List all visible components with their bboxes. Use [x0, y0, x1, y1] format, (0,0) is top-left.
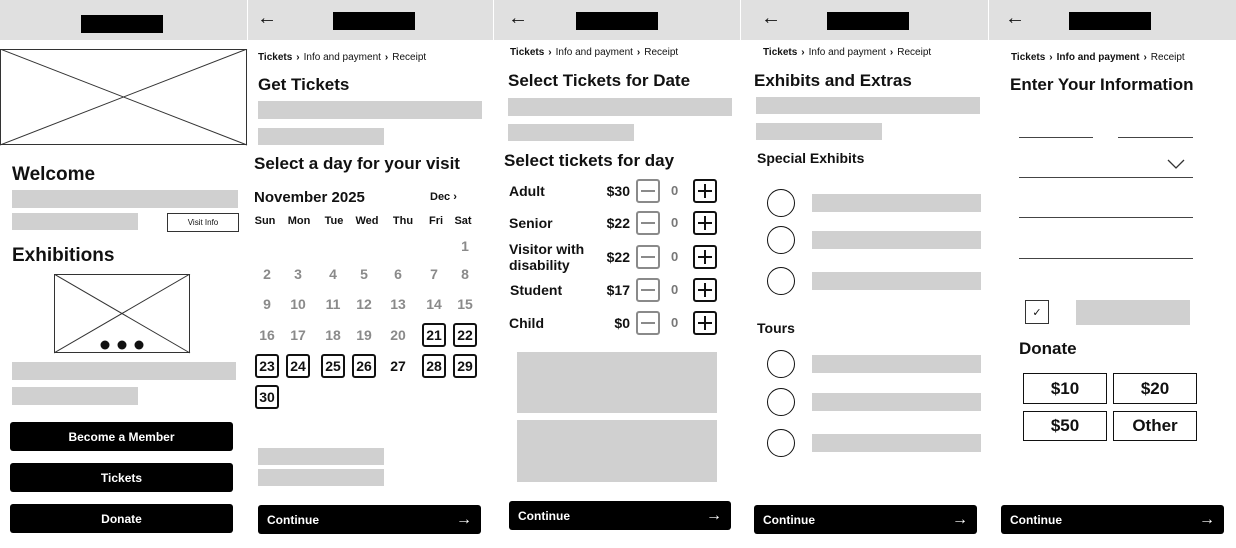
- text-placeholder: [756, 97, 980, 114]
- plus-icon[interactable]: [693, 311, 717, 335]
- radio-option[interactable]: [767, 350, 795, 378]
- donate-button[interactable]: Donate: [10, 504, 233, 533]
- text-placeholder: [258, 128, 384, 145]
- image-placeholder: [517, 352, 717, 413]
- ticket-quantity: 0: [671, 183, 679, 198]
- calendar-day: 17: [290, 327, 306, 343]
- breadcrumb-info[interactable]: Info and payment: [303, 52, 381, 63]
- calendar-day: 13: [390, 296, 406, 312]
- breadcrumb-receipt[interactable]: Receipt: [897, 47, 932, 58]
- calendar-day[interactable]: 23: [255, 354, 279, 378]
- next-month-link[interactable]: [430, 191, 457, 203]
- radio-option[interactable]: [767, 429, 795, 457]
- chevron-right-icon: ›: [1143, 52, 1147, 63]
- calendar-day[interactable]: 22: [453, 323, 477, 347]
- first-name-field[interactable]: [1019, 137, 1093, 138]
- arrow-right-icon: →: [456, 510, 472, 528]
- plus-icon[interactable]: [693, 245, 717, 269]
- calendar-day: 1: [461, 238, 469, 254]
- calendar-day: 6: [394, 266, 402, 282]
- next-month-label: Dec: [430, 191, 451, 203]
- text-placeholder: [258, 101, 482, 119]
- checkmark-icon: ✓: [1032, 306, 1042, 319]
- donate-heading: Donate: [1019, 339, 1077, 358]
- continue-label: Continue: [518, 508, 570, 523]
- calendar-day: 2: [263, 266, 271, 282]
- continue-button[interactable]: [509, 501, 731, 530]
- option-label-placeholder: [812, 194, 981, 212]
- calendar-day[interactable]: 29: [453, 354, 477, 378]
- breadcrumb-info[interactable]: Info and payment: [1056, 52, 1140, 63]
- app-title-redacted: [576, 12, 658, 30]
- chevron-right-icon: ›: [801, 47, 805, 58]
- plus-icon[interactable]: [693, 211, 717, 235]
- donate-20-button[interactable]: $20: [1113, 373, 1197, 404]
- ticket-quantity: 0: [671, 315, 679, 330]
- continue-label: Continue: [763, 512, 815, 527]
- chevron-right-icon: ›: [453, 191, 457, 203]
- text-placeholder: [508, 98, 732, 116]
- text-placeholder: [258, 469, 384, 486]
- ticket-type-label: Visitor with disability: [509, 241, 585, 273]
- radio-option[interactable]: [767, 267, 795, 295]
- plus-icon[interactable]: [693, 179, 717, 203]
- breadcrumb-tickets[interactable]: Tickets: [510, 47, 545, 58]
- breadcrumb-info[interactable]: Info and payment: [555, 47, 633, 58]
- chevron-right-icon: ›: [889, 47, 894, 58]
- option-label-placeholder: [812, 434, 981, 452]
- radio-option[interactable]: [767, 388, 795, 416]
- tickets-button[interactable]: Tickets: [10, 463, 233, 492]
- breadcrumb-receipt[interactable]: Receipt: [644, 47, 679, 58]
- image-placeholder: [517, 420, 717, 482]
- back-arrow-icon[interactable]: ←: [1005, 7, 1025, 29]
- breadcrumb-tickets[interactable]: Tickets: [258, 52, 293, 63]
- select-day-heading: Select a day for your visit: [254, 154, 460, 173]
- breadcrumb-tickets[interactable]: Tickets: [763, 47, 798, 58]
- option-label-placeholder: [812, 393, 981, 411]
- checkbox[interactable]: [1025, 300, 1049, 324]
- chevron-down-icon[interactable]: [1167, 159, 1185, 170]
- ticket-type-label: Senior: [509, 215, 553, 231]
- chevron-right-icon: ›: [548, 47, 552, 58]
- page-title: Get Tickets: [258, 75, 350, 94]
- back-arrow-icon[interactable]: ←: [508, 7, 528, 29]
- page-title: Select Tickets for Date: [508, 71, 691, 90]
- breadcrumb-receipt[interactable]: Receipt: [392, 52, 427, 63]
- calendar-day: 11: [325, 296, 341, 312]
- arrow-right-icon: →: [952, 510, 968, 528]
- weekday-label: Sun: [254, 215, 276, 227]
- weekday-label: Sat: [454, 215, 472, 227]
- calendar-day[interactable]: 21: [422, 323, 446, 347]
- option-label-placeholder: [812, 231, 981, 249]
- text-placeholder: [508, 124, 634, 141]
- minus-icon[interactable]: [636, 211, 660, 235]
- option-label-placeholder: [812, 355, 981, 373]
- breadcrumb-info[interactable]: Info and payment: [808, 47, 886, 58]
- page-title: Enter Your Information: [1010, 75, 1194, 94]
- calendar-day: 5: [360, 266, 368, 282]
- phone-field[interactable]: [1019, 258, 1193, 259]
- option-label-placeholder: [812, 272, 981, 290]
- breadcrumb-tickets[interactable]: Tickets: [1011, 52, 1046, 63]
- welcome-heading: Welcome: [12, 164, 96, 185]
- select-tickets-heading: Select tickets for day: [504, 151, 675, 170]
- weekday-label: Tue: [324, 215, 344, 227]
- chevron-right-icon: ›: [1049, 52, 1053, 63]
- calendar-day: 12: [356, 296, 372, 312]
- calendar-day: 18: [325, 327, 341, 343]
- calendar-day[interactable]: 27: [390, 358, 406, 374]
- breadcrumb: [258, 52, 426, 63]
- ticket-price: $22: [606, 215, 630, 231]
- minus-icon[interactable]: [636, 245, 660, 269]
- radio-option[interactable]: [767, 189, 795, 217]
- weekday-label: Mon: [287, 215, 311, 227]
- visit-info-button[interactable]: Visit Info: [167, 213, 239, 232]
- calendar-day[interactable]: 26: [352, 354, 376, 378]
- month-label: November 2025: [254, 189, 365, 206]
- calendar-day[interactable]: 28: [422, 354, 446, 378]
- calendar-day: 10: [290, 296, 306, 312]
- donate-10-button[interactable]: $10: [1023, 373, 1107, 404]
- breadcrumb: [510, 47, 678, 58]
- app-title-redacted: [1069, 12, 1151, 30]
- continue-label: Continue: [1010, 512, 1062, 527]
- chevron-right-icon: ›: [636, 47, 641, 58]
- select-field[interactable]: [1019, 177, 1193, 178]
- calendar-day: 16: [259, 327, 275, 343]
- weekday-label: Fri: [428, 215, 444, 227]
- arrow-right-icon: →: [1199, 510, 1215, 528]
- weekday-label: Wed: [355, 215, 379, 227]
- last-name-field[interactable]: [1118, 137, 1193, 138]
- minus-icon[interactable]: [636, 278, 660, 302]
- calendar-day[interactable]: 30: [255, 385, 279, 409]
- continue-button[interactable]: [754, 505, 977, 534]
- ticket-price: $22: [606, 249, 630, 265]
- continue-button[interactable]: [1001, 505, 1224, 534]
- calendar-day: 15: [457, 296, 473, 312]
- calendar-day[interactable]: 24: [286, 354, 310, 378]
- ticket-type-label: Adult: [509, 183, 545, 199]
- ticket-price: $30: [606, 183, 630, 199]
- ticket-type-label: Student: [510, 282, 563, 298]
- donate-50-button[interactable]: $50: [1023, 411, 1107, 441]
- arrow-right-icon: →: [706, 506, 722, 524]
- calendar-day: 9: [263, 296, 271, 312]
- chevron-right-icon: ›: [384, 52, 389, 63]
- ticket-price: $17: [606, 282, 630, 298]
- calendar-day: 7: [430, 266, 438, 282]
- minus-icon[interactable]: [636, 179, 660, 203]
- text-placeholder: [12, 213, 138, 230]
- ticket-quantity: 0: [671, 282, 679, 297]
- ticket-quantity: 0: [671, 249, 679, 264]
- ticket-type-label: Child: [509, 315, 544, 331]
- calendar-day: 3: [294, 266, 302, 282]
- text-placeholder: [12, 362, 236, 380]
- chevron-right-icon: ›: [296, 52, 300, 63]
- email-field[interactable]: [1019, 217, 1193, 218]
- calendar-day: 19: [356, 327, 372, 343]
- exhibition-carousel-image[interactable]: [54, 274, 191, 354]
- page-title: Exhibits and Extras: [754, 71, 912, 90]
- text-placeholder: [258, 448, 384, 465]
- donate-other-button[interactable]: Other: [1113, 411, 1197, 441]
- back-arrow-icon[interactable]: ←: [257, 7, 277, 29]
- minus-icon[interactable]: [636, 311, 660, 335]
- app-title-redacted: [827, 12, 909, 30]
- weekday-label: Thu: [392, 215, 414, 227]
- breadcrumb: [1011, 52, 1185, 63]
- continue-label: Continue: [267, 512, 319, 527]
- ticket-quantity: 0: [671, 215, 679, 230]
- ticket-price: $0: [614, 315, 630, 331]
- special-exhibits-heading: Special Exhibits: [757, 150, 865, 166]
- calendar-day: 20: [390, 327, 406, 343]
- calendar-day: 4: [329, 266, 337, 282]
- text-placeholder: [756, 123, 882, 140]
- breadcrumb: [763, 47, 931, 58]
- back-arrow-icon[interactable]: ←: [761, 7, 781, 29]
- calendar-day[interactable]: 25: [321, 354, 345, 378]
- breadcrumb-receipt[interactable]: Receipt: [1150, 52, 1185, 63]
- tours-heading: Tours: [757, 320, 795, 336]
- calendar-day: 14: [426, 296, 442, 312]
- calendar-day: 8: [461, 266, 469, 282]
- app-title-redacted: [81, 15, 163, 33]
- continue-button[interactable]: [258, 505, 481, 534]
- plus-icon[interactable]: [693, 278, 717, 302]
- exhibitions-heading: Exhibitions: [12, 245, 115, 266]
- app-title-redacted: [333, 12, 415, 30]
- text-placeholder: [1076, 300, 1190, 325]
- text-placeholder: [12, 190, 238, 208]
- become-member-button[interactable]: Become a Member: [10, 422, 233, 451]
- hero-image-placeholder: [0, 49, 248, 146]
- text-placeholder: [12, 387, 138, 405]
- radio-option[interactable]: [767, 226, 795, 254]
